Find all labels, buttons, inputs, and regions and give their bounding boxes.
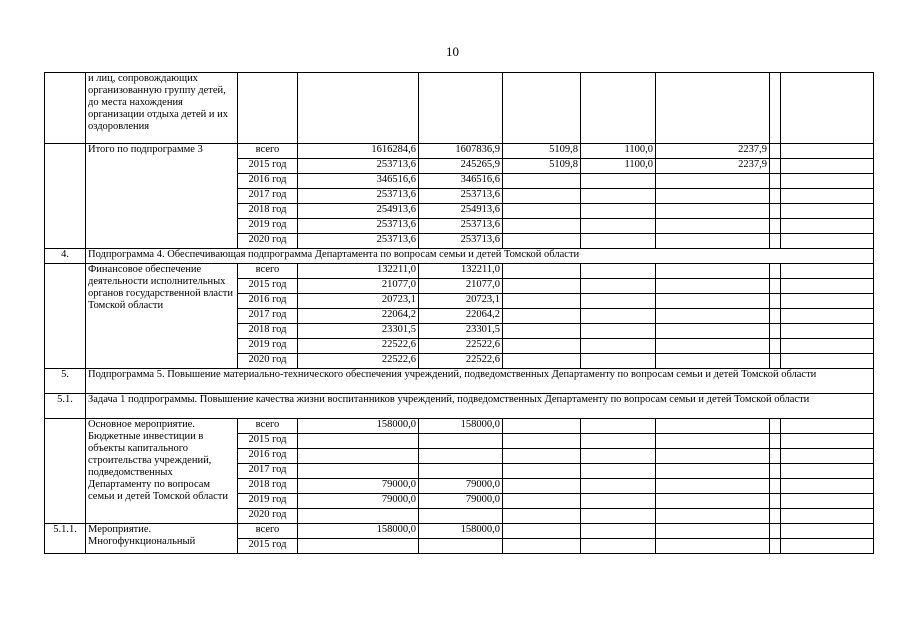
value-cell: 253713,6 <box>419 219 503 234</box>
period-cell: 2019 год <box>238 219 298 234</box>
value-cell: 158000,0 <box>298 524 419 539</box>
period-cell: 2016 год <box>238 294 298 309</box>
row-description: Основное мероприятие. Бюджетные инвестиции в объекты капитального строительства учреждений, подведомственных Департаменту по вопросам семьи и детей Томской области <box>86 419 238 524</box>
period-cell: 2019 год <box>238 339 298 354</box>
section-title: Подпрограмма 5. Повышение материально-технического обеспечения учреждений, подведомственных Департаменту по вопросам семьи и детей Томской области <box>86 369 874 394</box>
value-cell: 158000,0 <box>298 419 419 434</box>
period-cell: 2018 год <box>238 204 298 219</box>
value-cell: 254913,6 <box>419 204 503 219</box>
value-cell: 2237,9 <box>656 144 770 159</box>
value-cell: 79000,0 <box>298 494 419 509</box>
period-cell: 2020 год <box>238 234 298 249</box>
value-cell: 1616284,6 <box>298 144 419 159</box>
period-cell: всего <box>238 524 298 539</box>
value-cell <box>298 434 419 449</box>
section-header-row <box>45 369 874 394</box>
period-cell: 2020 год <box>238 354 298 369</box>
value-cell: 253713,6 <box>298 189 419 204</box>
section-header-row <box>45 394 874 419</box>
value-cell: 158000,0 <box>419 524 503 539</box>
period-cell: 2018 год <box>238 479 298 494</box>
table-row <box>45 419 874 434</box>
value-cell: 22064,2 <box>298 309 419 324</box>
value-cell: 253713,6 <box>419 234 503 249</box>
value-cell: 245265,9 <box>419 159 503 174</box>
section-header-row <box>45 249 874 264</box>
period-cell: 2019 год <box>238 494 298 509</box>
value-cell: 2237,9 <box>656 159 770 174</box>
value-cell: 22522,6 <box>298 339 419 354</box>
value-cell <box>298 509 419 524</box>
value-cell: 254913,6 <box>298 204 419 219</box>
page-number: 10 <box>446 44 459 59</box>
section-title: Подпрограмма 4. Обеспечивающая подпрограмма Департамента по вопросам семьи и детей Томской области <box>86 249 874 264</box>
section-number: 4. <box>45 249 86 264</box>
value-cell: 21077,0 <box>419 279 503 294</box>
value-cell: 158000,0 <box>419 419 503 434</box>
period-cell: всего <box>238 144 298 159</box>
period-cell: 2016 год <box>238 449 298 464</box>
value-cell: 20723,1 <box>298 294 419 309</box>
value-cell: 79000,0 <box>419 494 503 509</box>
row-description: и лиц, сопровождающих организованную группу детей, до места нахождения организации отдыха детей и их оздоровления <box>86 73 238 144</box>
value-cell <box>298 539 419 554</box>
value-cell: 20723,1 <box>419 294 503 309</box>
value-cell: 253713,6 <box>298 159 419 174</box>
period-cell: всего <box>238 419 298 434</box>
value-cell <box>419 539 503 554</box>
value-cell <box>298 449 419 464</box>
value-cell <box>419 509 503 524</box>
value-cell: 23301,5 <box>298 324 419 339</box>
section-number: 5.1. <box>45 394 86 419</box>
period-cell: 2017 год <box>238 309 298 324</box>
period-cell: 2017 год <box>238 464 298 479</box>
value-cell: 22064,2 <box>419 309 503 324</box>
section-number: 5. <box>45 369 86 394</box>
value-cell: 132211,0 <box>298 264 419 279</box>
value-cell: 5109,8 <box>503 159 581 174</box>
period-cell: 2017 год <box>238 189 298 204</box>
value-cell <box>419 434 503 449</box>
period-cell: 2015 год <box>238 434 298 449</box>
period-cell: всего <box>238 264 298 279</box>
value-cell <box>419 464 503 479</box>
row-description: Мероприятие. Многофункциональный <box>86 524 238 554</box>
value-cell: 22522,6 <box>298 354 419 369</box>
table-row <box>45 264 874 279</box>
budget-table <box>44 72 874 554</box>
row-description: Финансовое обеспечение деятельности исполнительных органов государственной власти Томской области <box>86 264 238 369</box>
value-cell: 253713,6 <box>298 219 419 234</box>
value-cell: 5109,8 <box>503 144 581 159</box>
value-cell: 1100,0 <box>581 144 656 159</box>
value-cell <box>419 449 503 464</box>
period-cell: 2015 год <box>238 159 298 174</box>
value-cell: 1100,0 <box>581 159 656 174</box>
value-cell <box>298 464 419 479</box>
table-row <box>45 73 874 144</box>
value-cell: 346516,6 <box>298 174 419 189</box>
value-cell: 1607836,9 <box>419 144 503 159</box>
row-description: Итого по подпрограмме 3 <box>86 144 238 249</box>
period-cell: 2016 год <box>238 174 298 189</box>
value-cell: 79000,0 <box>298 479 419 494</box>
period-cell: 2015 год <box>238 539 298 554</box>
value-cell: 23301,5 <box>419 324 503 339</box>
value-cell: 22522,6 <box>419 354 503 369</box>
period-cell: 2020 год <box>238 509 298 524</box>
section-title: Задача 1 подпрограммы. Повышение качества жизни воспитанников учреждений, подведомственных Департаменту по вопросам семьи и детей Томской области <box>86 394 874 419</box>
section-number: 5.1.1. <box>45 524 86 554</box>
value-cell: 21077,0 <box>298 279 419 294</box>
value-cell: 132211,0 <box>419 264 503 279</box>
table-row <box>45 524 874 539</box>
period-cell: 2015 год <box>238 279 298 294</box>
value-cell: 253713,6 <box>419 189 503 204</box>
value-cell: 346516,6 <box>419 174 503 189</box>
period-cell: 2018 год <box>238 324 298 339</box>
value-cell: 22522,6 <box>419 339 503 354</box>
value-cell: 253713,6 <box>298 234 419 249</box>
value-cell: 79000,0 <box>419 479 503 494</box>
table-row <box>45 144 874 159</box>
